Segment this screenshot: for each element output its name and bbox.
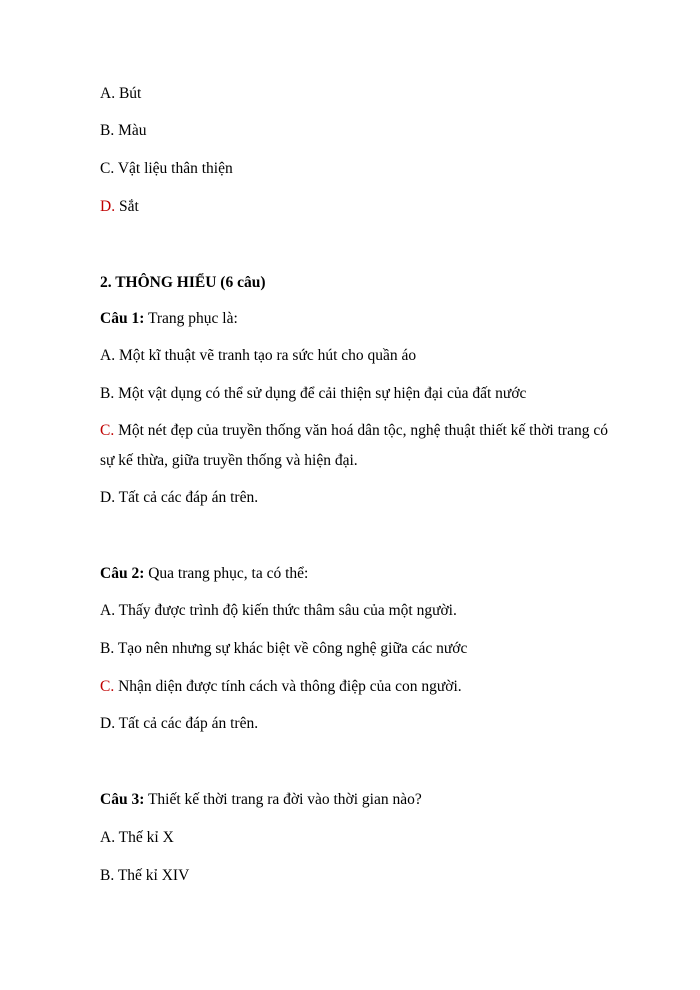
question-text: Thiết kế thời trang ra đời vào thời gian nào? <box>144 791 422 808</box>
option-a <box>100 84 141 104</box>
option-letter: D. <box>100 489 116 506</box>
correct-answer-letter: D. <box>100 198 116 215</box>
q2-option-a <box>100 601 457 621</box>
option-letter: B. <box>100 122 115 139</box>
option-text: Tất cả các đáp án trên. <box>115 489 259 506</box>
correct-answer-letter: C. <box>100 678 115 695</box>
option-text: Sắt <box>115 198 139 215</box>
option-text: Thế kỉ X <box>115 829 174 846</box>
option-b <box>100 121 147 141</box>
option-letter: B. <box>100 640 115 657</box>
question-1 <box>100 309 238 329</box>
option-letter: C. <box>100 160 115 177</box>
option-text: Vật liệu thân thiện <box>114 160 233 177</box>
q1-option-c-continuation: sự kế thừa, giữa truyền thống và hiện đại. <box>100 452 358 469</box>
option-letter: A. <box>100 602 116 619</box>
q1-option-a <box>100 346 416 366</box>
option-d-correct <box>100 197 139 217</box>
option-letter: D. <box>100 715 116 732</box>
option-text: Tất cả các đáp án trên. <box>115 715 259 732</box>
correct-answer-letter: C. <box>100 422 115 439</box>
question-label: Câu 1: <box>100 310 145 327</box>
question-label: Câu 3: <box>100 791 145 808</box>
option-text: Thấy được trình độ kiến thức thâm sâu của một người. <box>115 602 457 619</box>
q2-option-d <box>100 714 258 734</box>
option-text: Thế kỉ XIV <box>114 867 190 884</box>
question-3 <box>100 790 422 810</box>
question-2 <box>100 564 308 584</box>
option-letter: B. <box>100 385 115 402</box>
option-text: Nhận diện được tính cách và thông điệp của con người. <box>114 678 462 695</box>
option-text: Màu <box>114 122 147 139</box>
q1-option-c-correct <box>100 421 608 441</box>
option-text: Một nét đẹp của truyền thống văn hoá dân tộc, nghệ thuật thiết kế thời trang có <box>114 422 608 439</box>
question-text: Qua trang phục, ta có thể: <box>144 565 309 582</box>
q2-option-b <box>100 639 467 659</box>
option-text: Bút <box>115 85 142 102</box>
q2-option-c-correct <box>100 677 462 697</box>
q3-option-b <box>100 866 189 886</box>
option-letter: A. <box>100 85 116 102</box>
question-label: Câu 2: <box>100 565 145 582</box>
option-text: Một vật dụng có thể sử dụng để cải thiện sự hiện đại của đất nước <box>114 385 527 402</box>
option-text: Tạo nên nhưng sự khác biệt về công nghệ giữa các nước <box>114 640 468 657</box>
option-letter: B. <box>100 867 115 884</box>
option-text: Một kĩ thuật vẽ tranh tạo ra sức hút cho quần áo <box>115 347 417 364</box>
q1-option-b <box>100 384 526 404</box>
q3-option-a <box>100 828 174 848</box>
q1-option-d <box>100 488 258 508</box>
question-text: Trang phục là: <box>144 310 238 327</box>
option-c <box>100 159 233 179</box>
section-heading: 2. THÔNG HIỂU (6 câu) <box>100 274 266 291</box>
option-letter: A. <box>100 347 116 364</box>
option-letter: A. <box>100 829 116 846</box>
